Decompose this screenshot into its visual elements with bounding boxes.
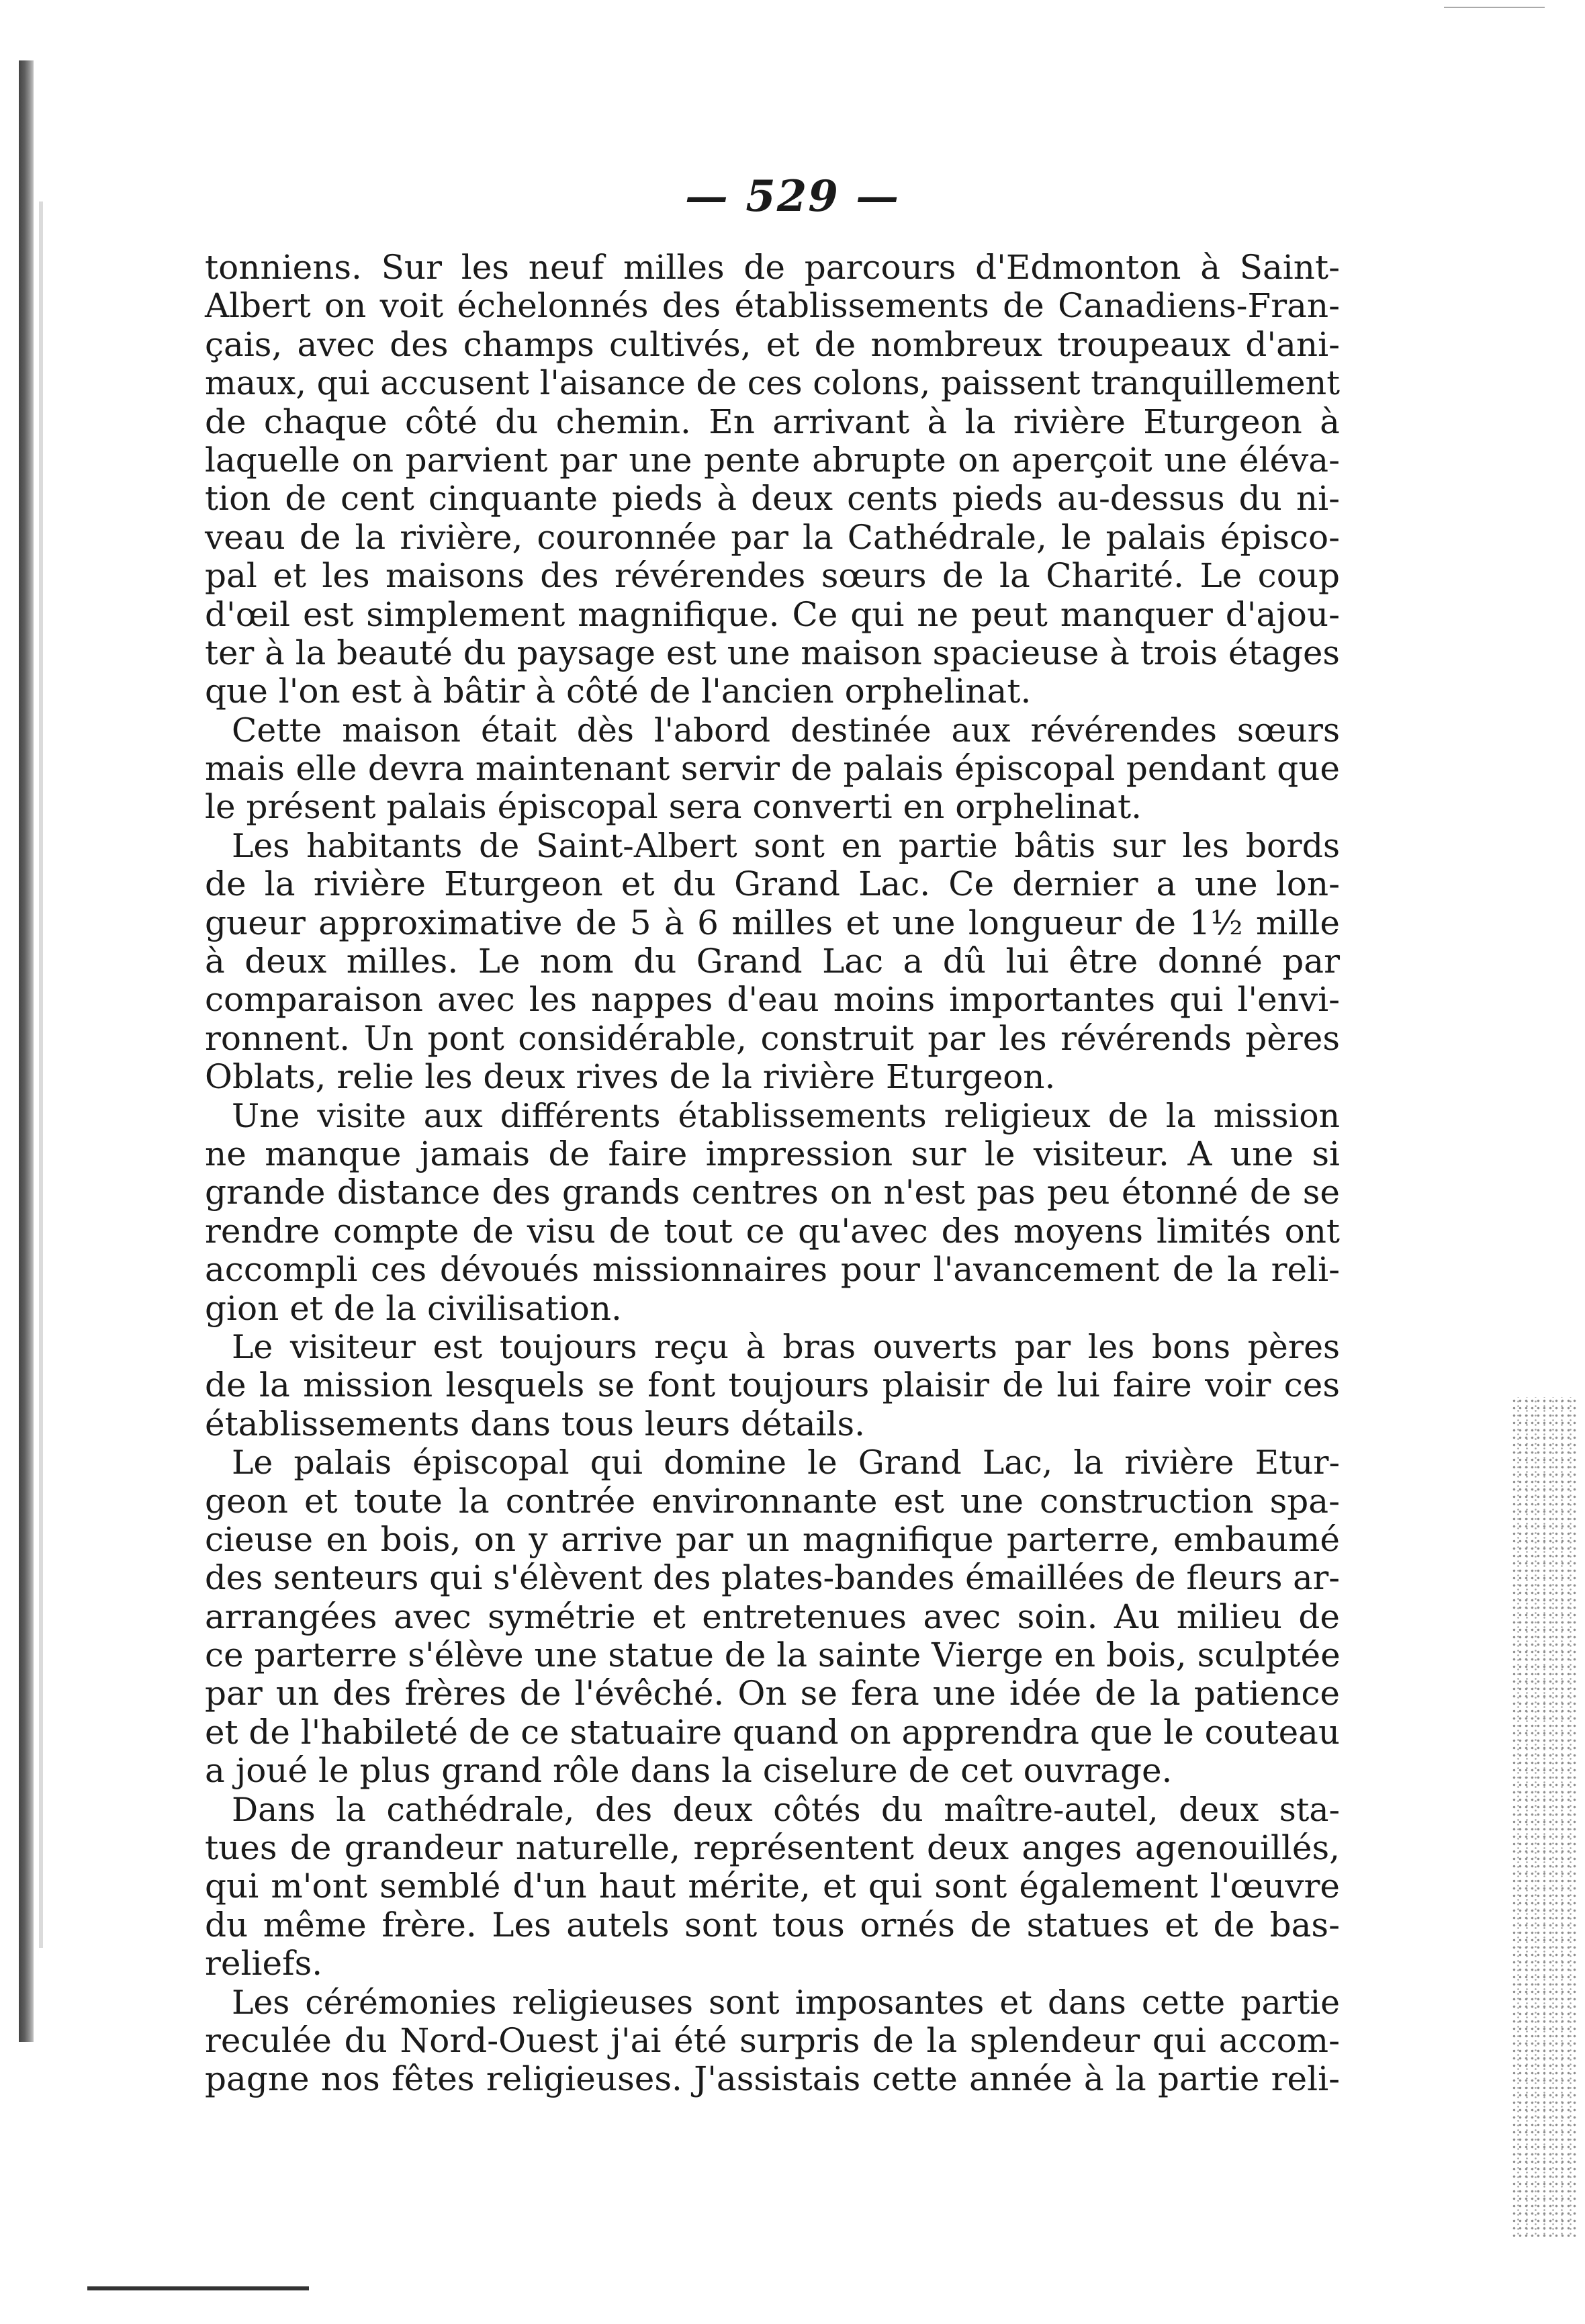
right-edge-speckle [1511,1397,1578,2237]
text-line: gueur approximative de 5 à 6 milles et une longueur de 1½ mille [205,903,1340,942]
text-line: Dans la cathédrale, des deux côtés du maître-autel, deux sta- [232,1790,1340,1829]
text-line: à deux milles. Le nom du Grand Lac a dû lui être donné par [205,942,1340,981]
text-line: que l'on est à bâtir à côté de l'ancien orphelinat. [205,672,1032,711]
text-line: comparaison avec les nappes d'eau moins importantes qui l'envi- [205,980,1340,1020]
text-line: arrangées avec symétrie et entretenues avec soin. Au milieu de [205,1597,1340,1636]
text-line: veau de la rivière, couronnée par la Cathédrale, le palais épisco- [205,517,1340,557]
text-line: de la mission lesquels se font toujours plaisir de lui faire voir ces [205,1366,1340,1405]
text-line: rendre compte de visu de tout ce qu'avec des moyens limités ont [205,1211,1340,1251]
text-line: ne manque jamais de faire impression sur le visiteur. A une si [205,1134,1340,1173]
text-line: Les habitants de Saint-Albert sont en partie bâtis sur les bords [232,826,1340,865]
text-line: laquelle on parvient par une pente abrupte on aperçoit une éléva- [205,440,1340,480]
text-line: Le visiteur est toujours reçu à bras ouverts par les bons pères [232,1327,1340,1366]
text-line: mais elle devra maintenant servir de palais épiscopal pendant que [205,749,1340,789]
text-line: grande distance des grands centres on n'est pas peu étonné de se [205,1173,1340,1212]
text-line: et de l'habileté de ce statuaire quand on apprendra que le couteau [205,1712,1340,1752]
text-line: Cette maison était dès l'abord destinée aux révérendes sœurs [232,711,1340,750]
text-line: çais, avec des champs cultivés, et de nombreux troupeaux d'ani- [205,324,1340,364]
bottom-edge-mark [87,2286,309,2290]
text-line: geon et toute la contrée environnante est une construction spa- [205,1481,1340,1521]
text-line: par un des frères de l'évêché. On se fera une idée de la patience [205,1674,1340,1713]
text-line: maux, qui accusent l'aisance de ces colons, paissent tranquillement [205,363,1340,403]
text-line: tues de grandeur naturelle, représentent deux anges agenouillés, [205,1828,1340,1868]
text-line: a joué le plus grand rôle dans la ciselure de cet ouvrage. [205,1751,1173,1791]
page-number: — 529 — [684,171,901,222]
binding-shadow [19,60,34,2042]
top-edge-mark [1444,7,1545,8]
text-line: reculée du Nord-Ouest j'ai été surpris de la splendeur qui accom- [205,2020,1340,2060]
text-line: qui m'ont semblé d'un haut mérite, et qui sont également l'œuvre [205,1867,1340,1906]
text-line: Une visite aux différents établissements religieux de la mission [232,1096,1340,1135]
text-line: ronnent. Un pont considérable, construit par les révérends pères [205,1018,1340,1058]
text-line: Oblats, relie les deux rives de la rivière Eturgeon. [205,1057,1056,1097]
text-line: pagne nos fêtes religieuses. J'assistais cette année à la partie reli- [205,2059,1340,2099]
text-line: cieuse en bois, on y arrive par un magnifique parterre, embaumé [205,1519,1340,1559]
text-line: du même frère. Les autels sont tous ornés de statues et de bas- [205,1905,1340,1945]
text-line: de la rivière Eturgeon et du Grand Lac. Ce dernier a une lon- [205,864,1340,904]
text-line: des senteurs qui s'élèvent des plates-bandes émaillées de fleurs ar- [205,1558,1340,1598]
text-line: Albert on voit échelonnés des établissements de Canadiens-Fran- [205,286,1340,326]
text-line: établissements dans tous leurs détails. [205,1404,866,1443]
text-line: tion de cent cinquante pieds à deux cents pieds au-dessus du ni- [205,479,1340,519]
text-line: de chaque côté du chemin. En arrivant à la rivière Eturgeon à [205,402,1340,441]
text-line: accompli ces dévoués missionnaires pour l'avancement de la reli- [205,1250,1340,1290]
text-line: pal et les maisons des révérendes sœurs de la Charité. Le coup [205,556,1340,596]
binding-shadow-secondary [39,202,43,1948]
text-line: Le palais épiscopal qui domine le Grand Lac, la rivière Etur- [232,1443,1340,1482]
text-line: ce parterre s'élève une statue de la sainte Vierge en bois, sculptée [205,1636,1341,1675]
text-line: tonniens. Sur les neuf milles de parcours d'Edmonton à Saint- [205,248,1340,287]
text-line: d'œil est simplement magnifique. Ce qui ne peut manquer d'ajou- [205,594,1340,634]
text-line: ter à la beauté du paysage est une maison spacieuse à trois étages [205,633,1340,672]
text-line: reliefs. [205,1944,323,1983]
body-text [205,249,1340,2099]
text-line: Les cérémonies religieuses sont imposantes et dans cette partie [232,1983,1340,2022]
text-line: gion et de la civilisation. [205,1288,622,1328]
text-line: le présent palais épiscopal sera converti en orphelinat. [205,787,1142,827]
